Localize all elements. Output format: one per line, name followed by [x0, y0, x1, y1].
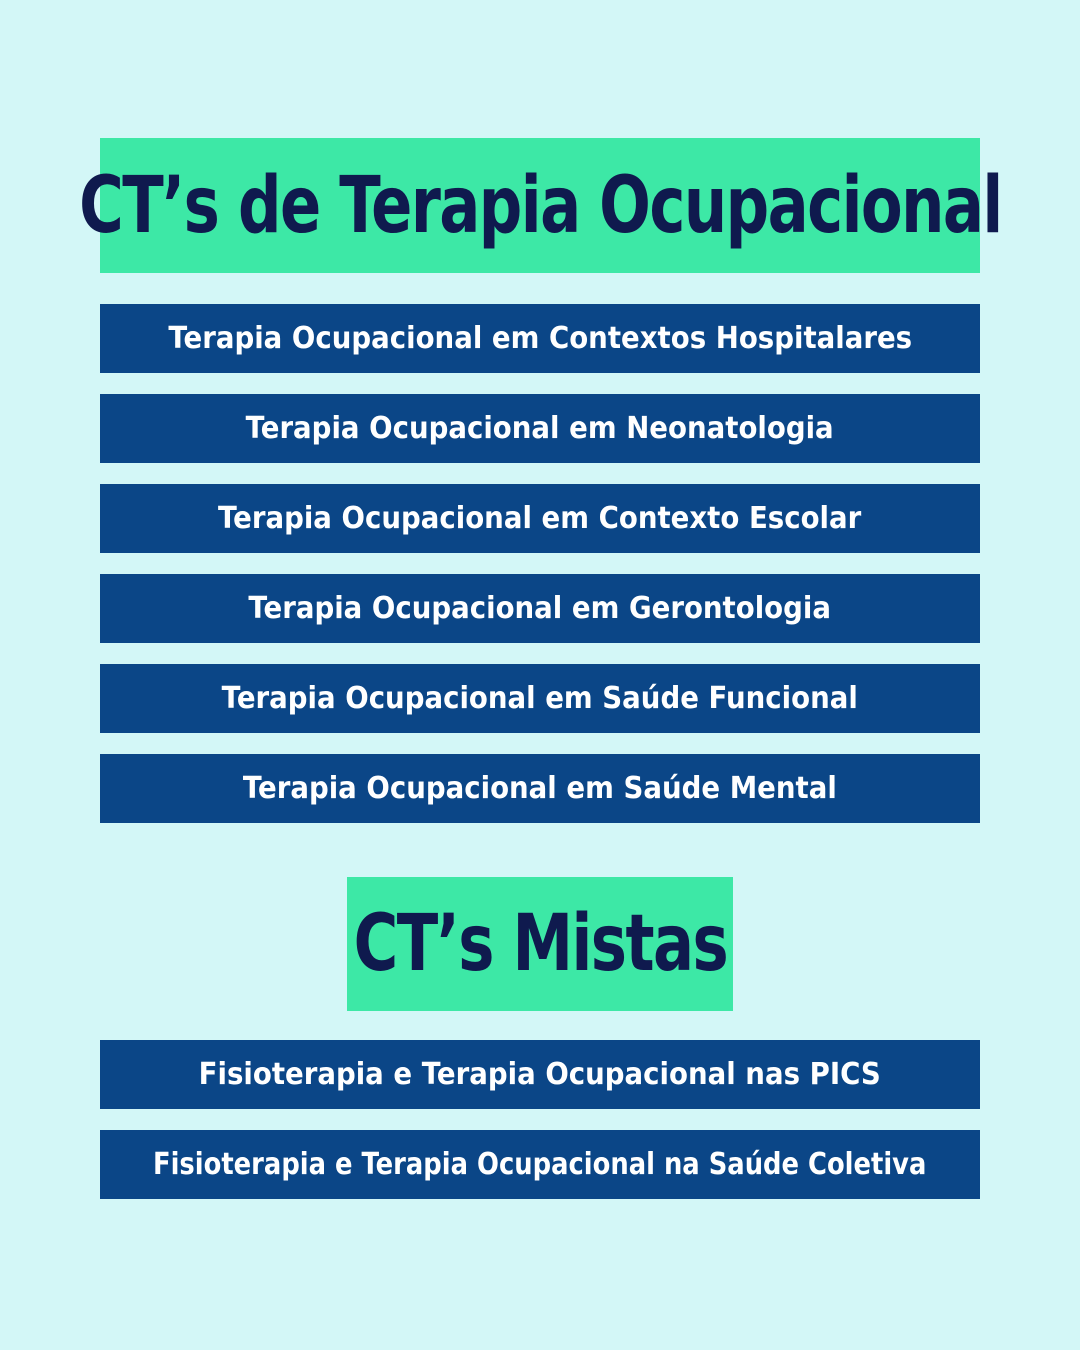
section-title-text: CT’s Mistas	[353, 899, 727, 989]
list-item-label: Fisioterapia e Terapia Ocupacional nas PICS	[198, 1057, 882, 1092]
list-item	[100, 754, 980, 823]
list-item-label: Terapia Ocupacional em Saúde Funcional	[221, 681, 859, 716]
list-item	[100, 1040, 980, 1109]
list-item-label: Terapia Ocupacional em Contexto Escolar	[218, 501, 862, 536]
list-item	[100, 304, 980, 373]
list-item-label: Terapia Ocupacional em Contextos Hospitalares	[168, 321, 912, 356]
list-item-label: Fisioterapia e Terapia Ocupacional na Saúde Coletiva	[153, 1147, 927, 1182]
section-title-text: CT’s de Terapia Ocupacional	[78, 160, 1002, 251]
list-item	[100, 1130, 980, 1199]
list-item-label: Terapia Ocupacional em Gerontologia	[248, 591, 832, 626]
section-title-mistas	[347, 877, 733, 1011]
list-item	[100, 664, 980, 733]
list-item	[100, 574, 980, 643]
list-item	[100, 394, 980, 463]
list-item	[100, 484, 980, 553]
section-title-terapia-ocupacional	[78, 138, 1002, 273]
list-item-label: Terapia Ocupacional em Neonatologia	[245, 411, 835, 446]
list-item-label: Terapia Ocupacional em Saúde Mental	[242, 771, 837, 806]
